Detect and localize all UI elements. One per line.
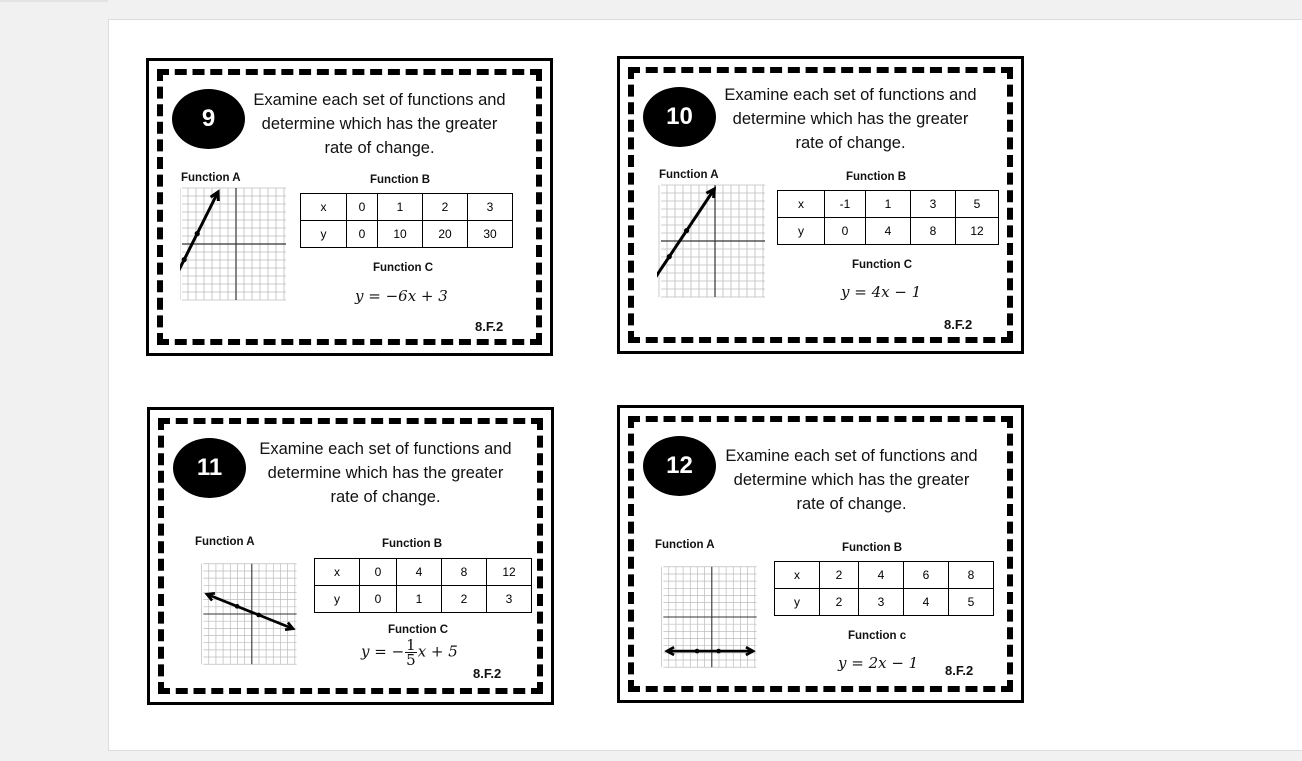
equation-prefix: y = − [361,642,405,661]
fraction-numerator: 1 [406,636,416,654]
table-cell: 12 [956,218,999,245]
table-row-y [301,221,513,248]
table-row-y [775,589,994,616]
equation-fraction [405,638,417,667]
function-b-label: Function B [842,542,903,554]
table-cell: 10 [378,221,423,248]
table-row-x [775,562,994,589]
function-a-label: Function A [195,536,255,548]
table-row-y [778,218,999,245]
table-cell: 20 [423,221,468,248]
function-a-graph [180,186,288,302]
table-cell: 30 [468,221,513,248]
task-card-12 [617,405,1024,703]
function-b-label: Function B [382,538,443,550]
table-cell: 1 [397,586,442,613]
top-divider [0,0,108,2]
table-row-x [315,559,532,586]
function-a-graph [657,183,769,299]
standard-code: 8.F.2 [945,663,974,678]
table-cell: 4 [859,562,904,589]
standard-code: 8.F.2 [944,317,973,332]
task-card-9 [146,58,553,356]
table-cell: 2 [423,194,468,221]
function-c-equation: y = −6x + 3 [355,287,448,305]
table-cell: 8 [442,559,487,586]
table-cell: x [775,562,820,589]
table-cell: 5 [949,589,994,616]
table-cell: 1 [378,194,423,221]
standard-code: 8.F.2 [475,319,504,334]
card-number-badge: 10 [643,87,716,147]
table-cell: 4 [866,218,911,245]
card-number-badge: 12 [643,436,716,496]
table-row-x [301,194,513,221]
table-cell: y [778,218,825,245]
function-c-equation: y = 4x − 1 [841,283,922,301]
table-cell: 3 [487,586,532,613]
table-cell: 4 [904,589,949,616]
table-cell: 12 [487,559,532,586]
function-c-label: Function C [388,624,449,636]
function-a-label: Function A [655,539,715,551]
table-row-y [315,586,532,613]
function-a-label: Function A [659,169,719,181]
function-a-label: Function A [181,172,241,184]
table-cell: 0 [825,218,866,245]
function-a-graph [195,562,305,666]
table-cell: y [315,586,360,613]
function-a-graph [654,565,766,669]
table-cell: 4 [397,559,442,586]
table-cell: 0 [360,559,397,586]
standard-code: 8.F.2 [473,666,502,681]
function-b-table [774,561,994,616]
function-b-label: Function B [370,174,431,186]
table-cell: 8 [911,218,956,245]
table-cell: x [778,191,825,218]
function-b-table [300,193,513,248]
function-b-table [314,558,532,613]
table-cell: 2 [820,589,859,616]
table-cell: 1 [866,191,911,218]
card-prompt: Examine each set of functions and determine which has the greater rate of change. [259,440,512,506]
table-cell: 3 [468,194,513,221]
table-cell: 3 [859,589,904,616]
fraction-denominator: 5 [406,651,416,669]
table-cell: 2 [820,562,859,589]
function-c-label: Function c [848,630,907,642]
card-prompt: Examine each set of functions and determine which has the greater rate of change. [724,86,977,152]
function-c-equation: y = 2x − 1 [838,654,919,672]
task-card-10 [617,56,1024,354]
task-card-11 [147,407,554,705]
table-cell: 0 [347,194,378,221]
table-cell: x [315,559,360,586]
function-c-label: Function C [852,259,913,271]
table-cell: 3 [911,191,956,218]
card-number-badge: 11 [173,438,246,498]
table-cell: 2 [442,586,487,613]
function-b-table [777,190,999,245]
table-cell: -1 [825,191,866,218]
card-prompt: Examine each set of functions and determine which has the greater rate of change. [253,91,506,157]
equation-suffix: x + 5 [417,642,458,661]
table-cell: y [775,589,820,616]
function-c-label: Function C [373,262,434,274]
table-row-x [778,191,999,218]
card-prompt: Examine each set of functions and determine which has the greater rate of change. [725,447,978,513]
table-cell: 8 [949,562,994,589]
document-page [108,19,1302,751]
function-c-equation [361,638,458,667]
table-cell: 6 [904,562,949,589]
table-cell: 5 [956,191,999,218]
table-cell: 0 [360,586,397,613]
card-number-badge: 9 [172,89,245,149]
table-cell: y [301,221,347,248]
table-cell: x [301,194,347,221]
function-b-label: Function B [846,171,907,183]
table-cell: 0 [347,221,378,248]
